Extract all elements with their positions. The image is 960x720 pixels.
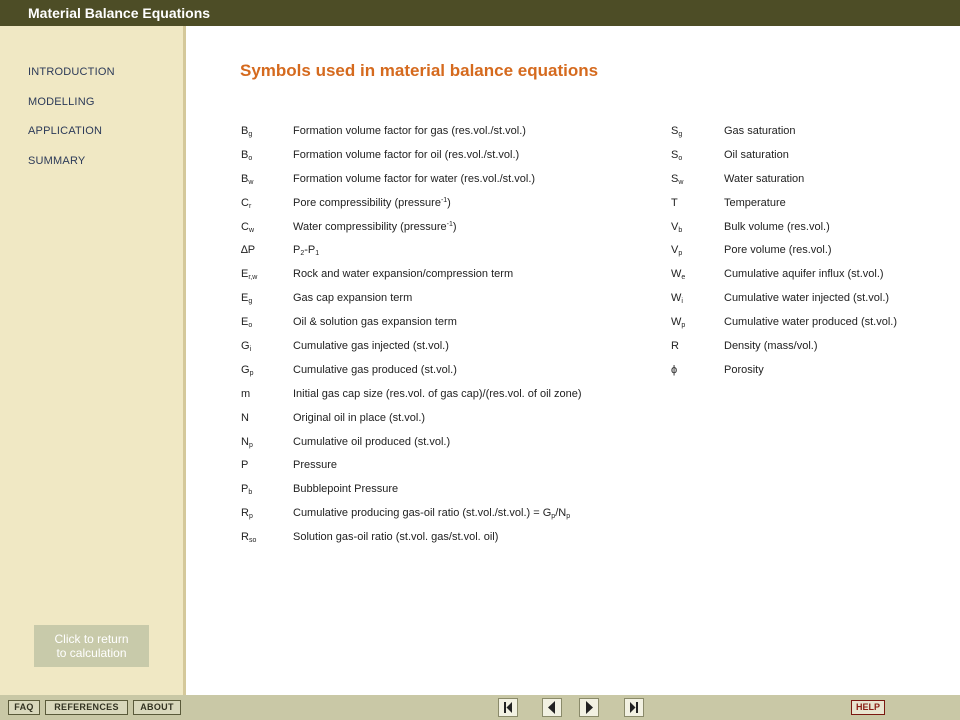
sidebar-item-modelling[interactable]: MODELLING — [28, 95, 95, 108]
symbol — [671, 149, 682, 162]
symbol-description — [293, 507, 570, 520]
symbol-subscript: o — [678, 154, 683, 162]
symbol-description — [724, 316, 897, 328]
symbol-description — [724, 125, 796, 137]
description-text: Bubblepoint Pressure — [293, 483, 399, 496]
return-button-label-line2: to calculation — [56, 646, 127, 660]
symbol — [241, 507, 253, 520]
symbol-description — [293, 436, 450, 448]
symbol — [671, 268, 685, 281]
symbol-subscript: p — [678, 250, 683, 258]
description-superscript: -1 — [440, 196, 448, 204]
symbol-description — [293, 364, 457, 376]
symbol-description — [724, 340, 818, 352]
description-text: Pore volume (res.vol.) — [724, 244, 832, 257]
symbol-subscript: so — [248, 537, 257, 545]
symbol-description — [293, 244, 319, 257]
symbol — [241, 531, 256, 544]
symbol-description — [293, 173, 535, 185]
symbol — [671, 340, 679, 352]
symbol-base: N — [241, 435, 249, 448]
symbol-description — [724, 197, 786, 209]
symbol-description — [293, 149, 519, 161]
symbol-description — [293, 388, 582, 400]
description-text: Formation volume factor for water (res.vol./st.vol.) — [293, 172, 536, 185]
symbol-base: T — [671, 196, 678, 209]
symbol-base: N — [241, 411, 249, 424]
description-text: Formation volume factor for oil (res.vol./st.vol.) — [293, 148, 520, 161]
symbol-base: R — [241, 531, 249, 544]
symbol-description — [293, 197, 451, 209]
symbol-subscript: b — [678, 226, 683, 234]
about-label: ABOUT — [140, 702, 174, 712]
description-text: Density (mass/vol.) — [724, 340, 818, 353]
description-text: Water compressibility (pressure — [293, 220, 447, 233]
symbol-base: W — [671, 268, 682, 281]
symbol-description — [724, 292, 889, 304]
references-button[interactable] — [45, 700, 128, 715]
symbol — [671, 244, 682, 257]
symbol-subscript: p — [248, 513, 253, 521]
sidebar-item-application[interactable]: APPLICATION — [28, 125, 103, 137]
symbol — [241, 316, 252, 329]
about-button[interactable] — [133, 700, 181, 715]
symbol-description — [293, 292, 412, 304]
symbol-description — [724, 364, 764, 376]
description-text: Cumulative aquifer influx (st.vol.) — [724, 268, 884, 281]
description-text: P — [293, 244, 301, 257]
symbol — [241, 364, 253, 377]
symbol-base: C — [241, 220, 249, 233]
symbol-subscript: g — [248, 298, 253, 306]
first-page-button[interactable] — [498, 698, 518, 717]
symbol — [671, 197, 678, 209]
description-text: Rock and water expansion/compression term — [293, 268, 514, 281]
symbol-subscript: w — [678, 178, 684, 186]
symbol-description — [724, 221, 830, 233]
symbol-base: S — [671, 172, 679, 185]
symbol-base: m — [241, 387, 251, 400]
symbol-description — [293, 340, 449, 352]
symbol — [671, 173, 683, 186]
symbol — [241, 149, 252, 162]
last-page-icon — [625, 699, 643, 716]
sidebar — [0, 26, 184, 695]
symbol-description — [293, 459, 337, 471]
symbol-description — [293, 531, 498, 543]
symbol-subscript: p — [249, 369, 254, 377]
symbol — [241, 388, 250, 400]
symbol-base: G — [241, 363, 250, 376]
faq-button[interactable] — [8, 700, 40, 715]
symbol-base: E — [241, 292, 249, 305]
symbol — [241, 292, 252, 305]
sidebar-item-summary[interactable]: SUMMARY — [28, 154, 86, 167]
previous-page-button[interactable] — [542, 698, 562, 717]
symbol-base: B — [241, 125, 249, 137]
symbol-description — [724, 244, 832, 256]
symbol-subscript: i — [249, 346, 252, 354]
symbol-subscript: w — [248, 178, 254, 186]
app-title: Material Balance Equations — [28, 5, 211, 21]
description-text: Bulk volume (res.vol.) — [724, 220, 830, 233]
symbol-description — [724, 173, 804, 185]
symbol — [241, 483, 252, 496]
symbol-base: C — [241, 196, 249, 209]
description-text: Cumulative water injected (st.vol.) — [724, 292, 890, 305]
symbol — [671, 364, 677, 376]
symbol — [241, 436, 253, 449]
bottom-toolbar — [0, 695, 960, 720]
symbol-subscript: w — [248, 226, 255, 234]
symbol — [671, 221, 682, 234]
description-text: Pore compressibility (pressure — [293, 196, 441, 209]
symbol-description — [293, 268, 513, 280]
symbol-subscript: g — [678, 131, 683, 138]
description-text: Formation volume factor for gas (res.vol./st.vol.) — [293, 125, 526, 137]
return-to-calculation-button[interactable] — [34, 625, 149, 667]
description-text: Solution gas-oil ratio (st.vol. gas/st.vol. oil) — [293, 531, 499, 544]
sidebar-divider — [183, 26, 186, 695]
sidebar-nav — [28, 66, 115, 184]
description-text: Oil & solution gas expansion term — [293, 316, 457, 329]
symbol-description — [293, 221, 457, 233]
symbol-base: R — [671, 340, 679, 353]
symbol — [671, 292, 683, 305]
symbol-subscript: b — [248, 489, 253, 497]
symbol-base: S — [671, 148, 679, 161]
faq-label: FAQ — [14, 702, 34, 712]
symbol-base: B — [241, 148, 249, 161]
symbol-base: B — [241, 172, 249, 185]
description-text: Gas cap expansion term — [293, 292, 413, 305]
symbol — [241, 173, 253, 186]
description-text: Cumulative gas produced (st.vol.) — [293, 363, 457, 376]
description-text: Water saturation — [724, 172, 805, 185]
symbol-description — [293, 125, 526, 137]
symbol-description — [724, 268, 884, 280]
description-text: Cumulative water produced (st.vol.) — [724, 316, 898, 329]
sidebar-item-introduction[interactable]: INTRODUCTION — [28, 66, 115, 78]
symbol — [241, 221, 254, 234]
return-button-label-line1: Click to return — [54, 632, 129, 646]
symbol-base: P — [241, 459, 249, 472]
last-page-button[interactable] — [624, 698, 644, 717]
symbol-base: S — [671, 125, 679, 137]
description-text-continued: -P — [304, 244, 316, 257]
help-label: HELP — [855, 702, 880, 712]
symbol-base: P — [241, 483, 249, 496]
description-text: Original oil in place (st.vol.) — [293, 411, 426, 424]
symbol-base: W — [671, 292, 682, 305]
symbol-subscript: r — [248, 202, 252, 210]
description-subscript: 1 — [315, 250, 320, 258]
symbol-base: E — [241, 316, 249, 329]
next-page-button[interactable] — [579, 698, 599, 717]
symbol-subscript: p — [681, 322, 686, 330]
description-text: Cumulative oil produced (st.vol.) — [293, 435, 451, 448]
symbol-description — [293, 412, 425, 424]
symbol-subscript: i — [681, 298, 683, 306]
description-text: Porosity — [724, 363, 764, 376]
next-page-icon — [580, 699, 598, 716]
symbol — [671, 316, 685, 329]
description-superscript: -1 — [446, 220, 453, 228]
description-text: Oil saturation — [724, 148, 789, 161]
description-text: Pressure — [293, 459, 338, 472]
symbol-subscript: p — [248, 441, 253, 449]
description-text: Temperature — [724, 196, 786, 209]
description-subscript: p — [566, 513, 571, 521]
symbol-base: R — [241, 507, 249, 520]
symbol-description — [293, 483, 398, 495]
description-subscript: 2 — [300, 250, 305, 258]
symbol-subscript: o — [248, 322, 253, 330]
symbol-subscript: o — [248, 154, 253, 162]
references-label: REFERENCES — [54, 702, 119, 712]
symbol-base: V — [671, 244, 679, 257]
symbol-base: G — [241, 340, 250, 353]
symbol — [241, 340, 251, 353]
description-subscript: p — [551, 513, 556, 521]
symbol-base: V — [671, 220, 679, 233]
description-text: Cumulative producing gas-oil ratio (st.vol./st.vol.) = G — [293, 507, 552, 520]
previous-page-icon — [543, 699, 561, 716]
symbol-base: W — [671, 316, 682, 329]
symbol — [241, 125, 252, 138]
symbol-subscript: r,w — [248, 274, 258, 282]
help-button[interactable] — [851, 700, 885, 715]
symbol — [241, 268, 257, 281]
title-bar — [0, 0, 960, 26]
symbol-description — [293, 316, 457, 328]
symbol-base: ϕ — [671, 363, 678, 376]
symbol — [671, 125, 682, 138]
symbol-description — [724, 149, 789, 161]
symbol — [241, 412, 249, 424]
description-text: Cumulative gas injected (st.vol.) — [293, 340, 449, 353]
symbol-subscript: g — [248, 131, 253, 138]
description-text: Gas saturation — [724, 125, 796, 137]
symbol-base: ∆P — [241, 244, 256, 257]
page-title: Symbols used in material balance equations — [240, 61, 599, 80]
symbol — [241, 197, 251, 210]
symbol — [241, 459, 248, 471]
description-text-continued: ) — [447, 196, 451, 209]
first-page-icon — [499, 699, 517, 716]
symbol — [241, 244, 255, 256]
description-text-continued: /N — [555, 507, 567, 520]
description-text-continued: ) — [452, 220, 457, 233]
description-text: Initial gas cap size (res.vol. of gas cap)/(res.vol. of oil zone) — [293, 387, 582, 400]
symbol-subscript: e — [681, 274, 686, 282]
symbol-base: E — [241, 268, 249, 281]
